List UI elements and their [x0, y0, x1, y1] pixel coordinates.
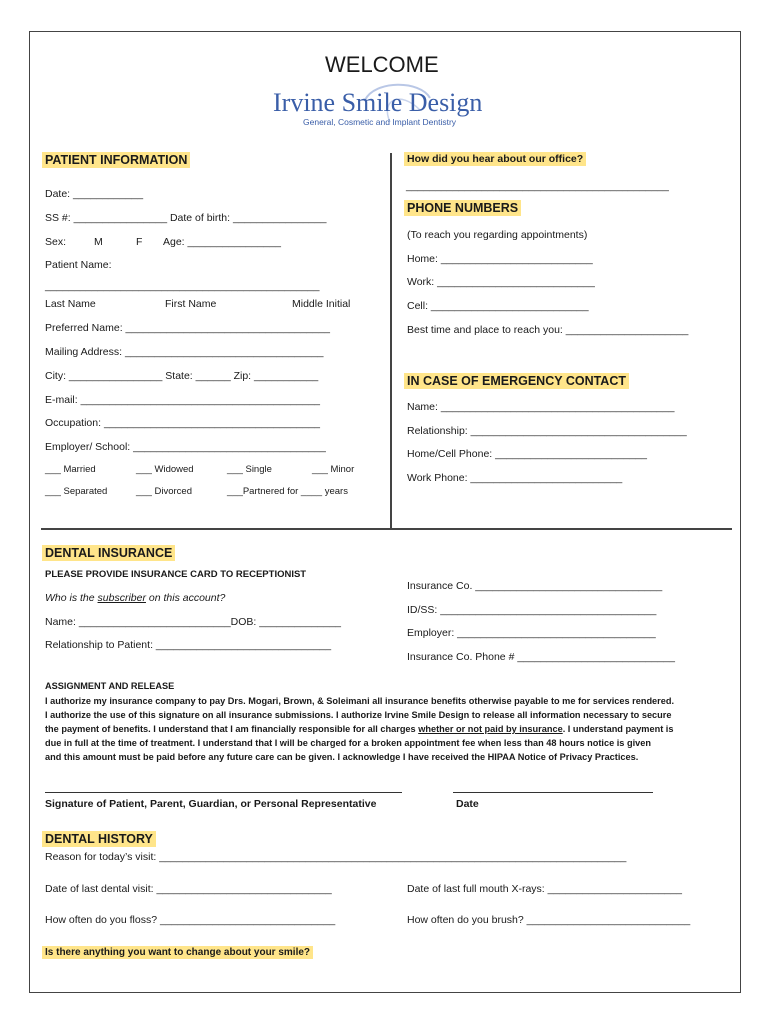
- hear-about-line[interactable]: _____________________________________________: [406, 180, 669, 192]
- single-option[interactable]: ___ Single: [227, 464, 272, 475]
- assignment-heading: ASSIGNMENT AND RELEASE: [45, 681, 175, 691]
- sex-f-option[interactable]: F: [136, 236, 143, 248]
- subscriber-question: [45, 592, 225, 604]
- visit-reason-field[interactable]: Reason for today’s visit: ________________________________________________________________________________: [45, 851, 627, 863]
- employer-school-field[interactable]: Employer/ School: _________________________________: [45, 441, 326, 453]
- date-line[interactable]: [453, 792, 653, 793]
- city-state-zip-field[interactable]: City: ________________ State: ______ Zip: ___________: [45, 370, 319, 382]
- section-divider: [41, 528, 732, 530]
- subscriber-name-dob-field[interactable]: Name: __________________________DOB: ______________: [45, 616, 342, 628]
- insurance-company-field[interactable]: Insurance Co. ________________________________: [407, 580, 663, 592]
- patient-name-label: Patient Name:: [45, 259, 112, 271]
- insurance-id-field[interactable]: ID/SS: _____________________________________: [407, 604, 657, 616]
- insurance-card-notice: PLEASE PROVIDE INSURANCE CARD TO RECEPTIONIST: [45, 569, 307, 580]
- separated-option[interactable]: ___ Separated: [45, 486, 108, 497]
- subscriber-word: subscriber: [97, 592, 146, 604]
- last-xray-field[interactable]: Date of last full mouth X-rays: _______________________: [407, 883, 682, 895]
- signature-label: Signature of Patient, Parent, Guardian, or Personal Representative: [45, 798, 377, 810]
- cell-phone-field[interactable]: Cell: ___________________________: [407, 300, 589, 312]
- emergency-home-cell-field[interactable]: Home/Cell Phone: __________________________: [407, 448, 647, 460]
- dental-history-heading: DENTAL HISTORY: [42, 831, 156, 847]
- last-name-label: Last Name: [45, 298, 96, 310]
- assignment-line-3-post: . I understand payment is: [562, 724, 674, 734]
- phone-note: (To reach you regarding appointments): [407, 229, 588, 241]
- brush-frequency-field[interactable]: How often do you brush? ____________________________: [407, 914, 691, 926]
- logo-subtitle: General, Cosmetic and Implant Dentistry: [303, 117, 457, 127]
- assignment-line-4: due in full at the time of treatment. I understand that I will be charged for a broken appointment fee when less than 48 hours notice is given: [45, 738, 651, 748]
- sex-label: Sex:: [45, 236, 67, 248]
- hear-about-heading: How did you hear about our office?: [404, 152, 586, 166]
- assignment-line-3: [45, 722, 735, 736]
- email-field[interactable]: E-mail: _________________________________________: [45, 394, 321, 406]
- emergency-name-field[interactable]: Name: ________________________________________: [407, 401, 675, 413]
- signature-line[interactable]: [45, 792, 402, 793]
- assignment-line-3-pre: the payment of benefits. I understand that I am financially responsible for all charges: [45, 724, 419, 734]
- insurance-phone-field[interactable]: Insurance Co. Phone # ___________________________: [407, 651, 675, 663]
- subscriber-question-pre: Who is the: [45, 592, 98, 604]
- assignment-line-5: and this amount must be paid before any future care can be given. I acknowledge I have received the HIPAA Notice of Privacy Practices.: [45, 752, 639, 762]
- last-dental-visit-field[interactable]: Date of last dental visit: ______________________________: [45, 883, 332, 895]
- assignment-line-1: I authorize my insurance company to pay Drs. Mogari, Brown, & Soleimani all insurance benefits otherwise payable to me for services rendered.: [45, 696, 675, 706]
- ss-dob-field[interactable]: SS #: ________________ Date of birth: ________________: [45, 212, 327, 224]
- date-field[interactable]: Date: ____________: [45, 188, 144, 200]
- logo-name: Irvine Smile Design: [273, 88, 483, 117]
- divorced-option[interactable]: ___ Divorced: [136, 486, 192, 497]
- minor-option[interactable]: ___ Minor: [312, 464, 355, 475]
- dental-insurance-heading: DENTAL INSURANCE: [42, 545, 175, 561]
- widowed-option[interactable]: ___ Widowed: [136, 464, 194, 475]
- assignment-line-2: I authorize the use of this signature on all insurance submissions. I authorize Irvine Smile Design to release all information necessary to secure: [45, 710, 672, 720]
- middle-initial-label: Middle Initial: [292, 298, 351, 310]
- home-phone-field[interactable]: Home: __________________________: [407, 253, 593, 265]
- emergency-relationship-field[interactable]: Relationship: _____________________________________: [407, 425, 687, 437]
- best-time-field[interactable]: Best time and place to reach you: _____________________: [407, 324, 689, 336]
- work-phone-field[interactable]: Work: ___________________________: [407, 276, 595, 288]
- preferred-name-field[interactable]: Preferred Name: ___________________________________: [45, 322, 330, 334]
- phone-numbers-heading: PHONE NUMBERS: [404, 200, 521, 216]
- relationship-to-patient-field[interactable]: Relationship to Patient: ______________________________: [45, 639, 332, 651]
- first-name-label: First Name: [165, 298, 217, 310]
- column-divider: [390, 153, 392, 528]
- emergency-work-phone-field[interactable]: Work Phone: __________________________: [407, 472, 623, 484]
- patient-name-line[interactable]: _______________________________________________: [45, 280, 320, 292]
- sex-m-option[interactable]: M: [94, 236, 103, 248]
- form-frame: [29, 31, 741, 993]
- welcome-title: WELCOME: [325, 52, 439, 77]
- partnered-option[interactable]: ___Partnered for ____ years: [227, 486, 348, 497]
- subscriber-question-post: on this account?: [145, 592, 226, 604]
- smile-change-question: Is there anything you want to change about your smile?: [42, 946, 313, 959]
- assignment-text: [45, 694, 735, 764]
- married-option[interactable]: ___ Married: [45, 464, 96, 475]
- patient-info-heading: PATIENT INFORMATION: [42, 152, 190, 168]
- emergency-contact-heading: IN CASE OF EMERGENCY CONTACT: [404, 373, 629, 389]
- assignment-line-3-underlined: whether or not paid by insurance: [418, 724, 563, 734]
- age-field[interactable]: Age: ________________: [163, 236, 281, 248]
- insurance-employer-field[interactable]: Employer: __________________________________: [407, 627, 656, 639]
- signature-date-label: Date: [456, 798, 479, 810]
- mailing-address-field[interactable]: Mailing Address: __________________________________: [45, 346, 324, 358]
- occupation-field[interactable]: Occupation: _____________________________________: [45, 417, 321, 429]
- floss-frequency-field[interactable]: How often do you floss? ______________________________: [45, 914, 336, 926]
- logo: [270, 80, 500, 130]
